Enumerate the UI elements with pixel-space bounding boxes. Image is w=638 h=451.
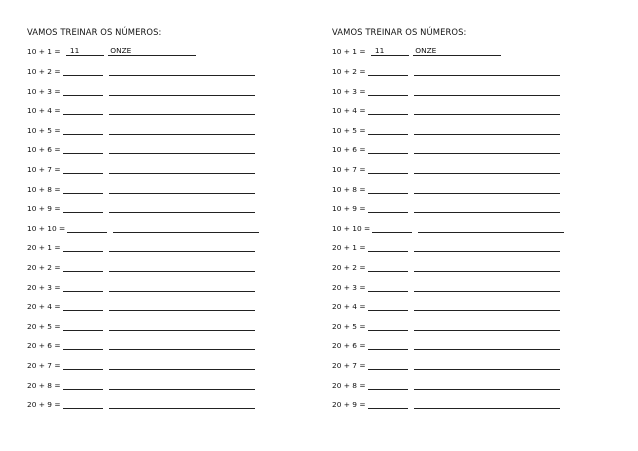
word-answer-blank[interactable]	[414, 261, 560, 272]
exercise-expression: 20 + 5 =	[332, 321, 366, 331]
exercise-expression: 10 + 3 =	[332, 86, 366, 96]
exercise-expression: 10 + 10 =	[27, 223, 66, 233]
exercise-row	[27, 241, 255, 253]
word-answer-blank[interactable]	[414, 183, 560, 194]
word-answer-blank[interactable]	[414, 398, 560, 409]
exercise-expression: 20 + 6 =	[332, 341, 366, 351]
exercise-expression: 10 + 7 =	[332, 165, 366, 174]
worksheet-title: VAMOS TREINAR OS NÚMEROS:	[27, 27, 162, 37]
number-answer-blank[interactable]	[368, 379, 408, 390]
exercise-row	[27, 183, 255, 195]
number-answer-blank[interactable]	[368, 143, 408, 154]
exercise-row	[27, 222, 259, 234]
exercise-row	[27, 398, 255, 410]
word-answer-blank[interactable]	[109, 379, 255, 390]
word-answer-blank[interactable]	[109, 261, 255, 272]
number-answer-blank[interactable]	[63, 104, 103, 115]
number-answer-blank[interactable]	[63, 183, 103, 194]
number-answer-blank[interactable]	[368, 241, 408, 252]
exercise-expression: 20 + 5 =	[27, 321, 61, 331]
number-answer-blank[interactable]	[63, 202, 103, 213]
exercise-expression: 20 + 3 =	[332, 282, 366, 292]
example-word-answer: ONZE	[108, 46, 196, 56]
number-answer-blank[interactable]	[63, 379, 103, 390]
word-answer-blank[interactable]	[109, 65, 255, 76]
number-answer-blank[interactable]	[368, 85, 408, 96]
number-answer-blank[interactable]	[368, 124, 408, 135]
exercise-row	[332, 320, 560, 332]
exercise-row	[27, 143, 255, 155]
number-answer-blank[interactable]	[368, 359, 408, 370]
exercise-row	[332, 300, 560, 312]
exercise-expression: 10 + 4 =	[332, 106, 366, 116]
exercise-expression: 20 + 9 =	[332, 400, 366, 410]
example-word-answer: ONZE	[413, 46, 501, 56]
exercise-expression: 10 + 6 =	[27, 145, 61, 155]
exercise-row	[332, 85, 560, 97]
number-answer-blank[interactable]	[368, 398, 408, 409]
exercise-expression: 20 + 7 =	[27, 361, 61, 370]
word-answer-blank[interactable]	[109, 300, 255, 311]
exercise-expression: 20 + 3 =	[27, 282, 61, 292]
exercise-row	[27, 163, 255, 175]
number-answer-blank[interactable]	[63, 163, 103, 174]
number-answer-blank[interactable]	[368, 163, 408, 174]
exercise-expression: 20 + 4 =	[27, 302, 61, 312]
exercise-expression: 10 + 5 =	[332, 125, 366, 135]
number-answer-blank[interactable]	[368, 320, 408, 331]
exercise-row	[27, 104, 255, 116]
exercise-expression: 20 + 1 =	[332, 243, 366, 253]
exercise-expression: 20 + 8 =	[27, 380, 61, 390]
exercise-row	[332, 65, 560, 77]
word-answer-blank[interactable]	[414, 300, 560, 311]
exercise-expression: 10 + 9 =	[27, 204, 61, 214]
number-answer-blank[interactable]	[63, 398, 103, 409]
number-answer-blank[interactable]	[368, 183, 408, 194]
number-answer-blank[interactable]	[368, 65, 408, 76]
exercise-row	[27, 300, 255, 312]
number-answer-blank[interactable]	[372, 222, 412, 233]
number-answer-blank[interactable]	[368, 202, 408, 213]
number-answer-blank[interactable]	[368, 300, 408, 311]
word-answer-blank[interactable]	[414, 124, 560, 135]
exercise-expression: 20 + 2 =	[27, 263, 61, 272]
exercise-expression: 20 + 9 =	[27, 400, 61, 410]
number-answer-blank[interactable]	[368, 104, 408, 115]
exercise-row	[332, 202, 560, 214]
exercise-expression: 10 + 8 =	[27, 184, 61, 194]
exercise-row	[27, 379, 255, 391]
exercise-expression: 20 + 8 =	[332, 380, 366, 390]
exercise-expression: 20 + 7 =	[332, 361, 366, 370]
word-answer-blank[interactable]	[414, 241, 560, 252]
word-answer-blank[interactable]	[414, 65, 560, 76]
exercise-expression: 20 + 6 =	[27, 341, 61, 351]
exercise-row	[332, 359, 560, 371]
word-answer-blank[interactable]	[414, 320, 560, 331]
word-answer-blank[interactable]	[414, 85, 560, 96]
word-answer-blank[interactable]	[418, 222, 564, 233]
number-answer-blank[interactable]	[368, 339, 408, 350]
word-answer-blank[interactable]	[414, 281, 560, 292]
worksheet-column-right	[332, 0, 632, 451]
number-answer-blank[interactable]	[63, 143, 103, 154]
word-answer-blank[interactable]	[414, 202, 560, 213]
word-answer-blank[interactable]	[109, 398, 255, 409]
exercise-expression: 10 + 10 =	[332, 223, 371, 233]
number-answer-blank[interactable]	[63, 65, 103, 76]
exercise-row	[332, 163, 560, 175]
word-answer-blank[interactable]	[113, 222, 259, 233]
example-row	[332, 46, 501, 58]
word-answer-blank[interactable]	[109, 183, 255, 194]
exercise-expression: 10 + 3 =	[27, 86, 61, 96]
exercise-row	[332, 398, 560, 410]
number-answer-blank[interactable]	[63, 359, 103, 370]
exercise-row	[27, 281, 255, 293]
exercise-row	[332, 222, 564, 234]
exercise-row	[332, 379, 560, 391]
exercise-row	[27, 85, 255, 97]
exercise-expression: 20 + 4 =	[332, 302, 366, 312]
number-answer-blank[interactable]	[67, 222, 107, 233]
word-answer-blank[interactable]	[109, 241, 255, 252]
exercise-row	[27, 261, 255, 273]
exercise-expression: 20 + 1 =	[27, 243, 61, 253]
exercise-expression: 20 + 2 =	[332, 263, 366, 272]
example-expression: 10 + 1 =	[27, 47, 61, 56]
number-answer-blank[interactable]	[63, 339, 103, 350]
number-answer-blank[interactable]	[368, 261, 408, 272]
word-answer-blank[interactable]	[109, 124, 255, 135]
exercise-expression: 10 + 9 =	[332, 204, 366, 214]
exercise-row	[27, 124, 255, 136]
word-answer-blank[interactable]	[414, 104, 560, 115]
exercise-row	[332, 241, 560, 253]
exercise-expression: 10 + 5 =	[27, 125, 61, 135]
exercise-expression: 10 + 6 =	[332, 145, 366, 155]
exercise-row	[332, 261, 560, 273]
word-answer-blank[interactable]	[414, 339, 560, 350]
exercise-expression: 10 + 8 =	[332, 184, 366, 194]
exercise-row	[27, 359, 255, 371]
word-answer-blank[interactable]	[109, 320, 255, 331]
word-answer-blank[interactable]	[109, 85, 255, 96]
word-answer-blank[interactable]	[414, 143, 560, 154]
exercise-row	[332, 143, 560, 155]
exercise-row	[332, 281, 560, 293]
word-answer-blank[interactable]	[414, 379, 560, 390]
example-number-answer: 11	[66, 46, 104, 56]
word-answer-blank[interactable]	[109, 281, 255, 292]
word-answer-blank[interactable]	[109, 104, 255, 115]
exercise-expression: 10 + 4 =	[27, 106, 61, 116]
exercise-row	[27, 320, 255, 332]
number-answer-blank[interactable]	[63, 281, 103, 292]
exercise-expression: 10 + 7 =	[27, 165, 61, 174]
exercise-row	[332, 104, 560, 116]
exercise-row	[27, 339, 255, 351]
number-answer-blank[interactable]	[63, 85, 103, 96]
word-answer-blank[interactable]	[414, 359, 560, 370]
exercise-row	[332, 124, 560, 136]
word-answer-blank[interactable]	[109, 163, 255, 174]
example-row	[27, 46, 196, 58]
exercise-row	[332, 183, 560, 195]
number-answer-blank[interactable]	[63, 241, 103, 252]
exercise-row	[27, 202, 255, 214]
number-answer-blank[interactable]	[63, 124, 103, 135]
exercise-row	[27, 65, 255, 77]
worksheet-title: VAMOS TREINAR OS NÚMEROS:	[332, 27, 467, 37]
word-answer-blank[interactable]	[109, 143, 255, 154]
exercise-expression: 10 + 2 =	[27, 67, 61, 76]
worksheet-column-left	[27, 0, 327, 451]
word-answer-blank[interactable]	[109, 202, 255, 213]
example-number-answer: 11	[371, 46, 409, 56]
word-answer-blank[interactable]	[109, 339, 255, 350]
number-answer-blank[interactable]	[63, 300, 103, 311]
exercise-expression: 10 + 2 =	[332, 67, 366, 76]
exercise-row	[332, 339, 560, 351]
word-answer-blank[interactable]	[414, 163, 560, 174]
number-answer-blank[interactable]	[63, 261, 103, 272]
example-expression: 10 + 1 =	[332, 47, 366, 56]
word-answer-blank[interactable]	[109, 359, 255, 370]
number-answer-blank[interactable]	[368, 281, 408, 292]
number-answer-blank[interactable]	[63, 320, 103, 331]
